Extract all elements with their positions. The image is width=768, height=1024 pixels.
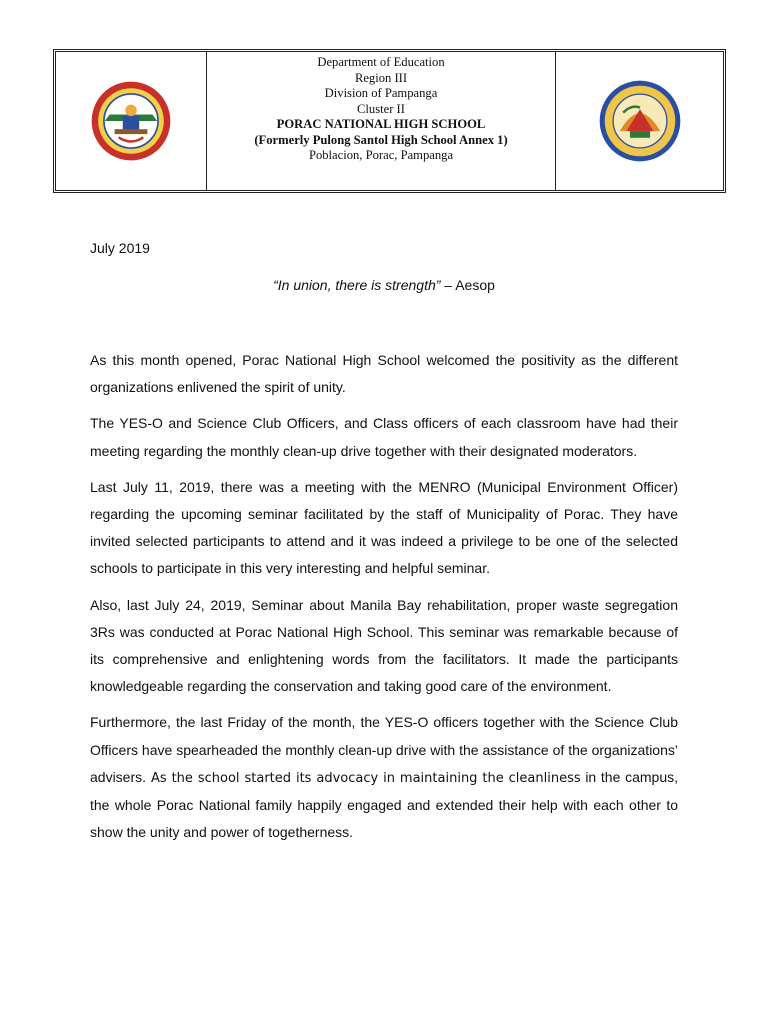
letterhead-text: [207, 52, 556, 190]
cluster-line: Cluster II: [357, 101, 405, 116]
address-line: Poblacion, Porac, Pampanga: [308, 148, 454, 162]
paragraph-last-part1: Furthermore, the last Friday of the month, the YES-O officers together with the Science Club Officers have spearheaded the monthly clean-up drive with the assistance of the organizations’ advisers.: [90, 714, 678, 785]
paragraph: The YES-O and Science Club Officers, and Class officers of each classroom have had their meeting regarding the monthly clean-up drive together with their designated moderators.: [90, 415, 678, 459]
letterhead: [53, 49, 726, 193]
paragraph-last-part3: in the campus, the whole Porac National family happily engaged and extended their help with each other to show the unity and power of togetherness.: [90, 768, 678, 841]
department-line: Department of Education: [317, 55, 445, 69]
quote-text: “In union, there is strength”: [273, 277, 441, 293]
quote: [0, 277, 768, 293]
right-seal-cell: [556, 52, 723, 190]
deped-seal-icon: [90, 80, 172, 162]
left-seal-cell: [56, 52, 207, 190]
school-seal-icon: [598, 79, 682, 163]
quote-author: – Aesop: [440, 277, 495, 293]
letter-date: July 2019: [90, 240, 150, 256]
paragraph-last-part2: As the school started its advocacy in maintaining the cleanliness: [146, 770, 581, 786]
paragraph: Also, last July 24, 2019, Seminar about Manila Bay rehabilitation, proper waste segregation 3Rs was conducted at Porac National High School. This seminar was remarkable because of its comprehensive and enlightening words from the facilitators. It made the participants knowledgeable regarding the conservation and taking good care of the environment.: [90, 596, 678, 695]
division-line: Division of Pampanga: [324, 86, 438, 100]
letter-body: [90, 347, 678, 855]
school-name: PORAC NATIONAL HIGH SCHOOL: [276, 117, 486, 131]
formerly-line: (Formerly Pulong Santol High School Annex 1): [254, 132, 508, 147]
paragraph: As this month opened, Porac National High School welcomed the positivity as the different organizations enlivened the spirit of unity.: [90, 352, 678, 396]
region-line: Region III: [354, 70, 408, 85]
paragraph: Last July 11, 2019, there was a meeting with the MENRO (Municipal Environment Officer) regarding the upcoming seminar facilitated by the staff of Municipality of Porac. They have invited selected participants to attend and it was indeed a privilege to be one of the selected schools to participate in this very interesting and helpful seminar.: [90, 478, 678, 577]
paragraph-last: [90, 709, 678, 846]
